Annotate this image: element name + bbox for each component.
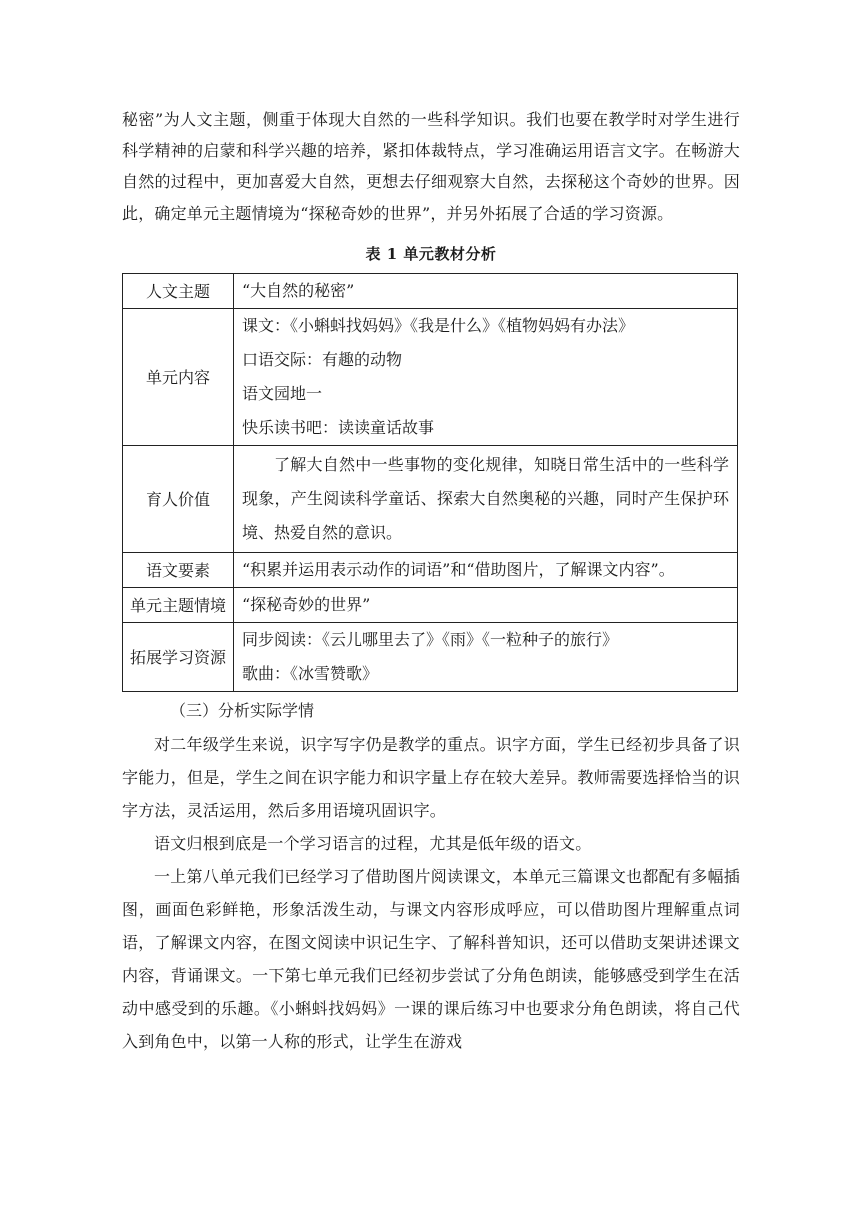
table-row xyxy=(123,308,738,445)
cell-line: 课文：《小蝌蚪找妈妈》《我是什么》《植物妈妈有办法》 xyxy=(242,315,635,335)
cell-line: 同步阅读：《云儿哪里去了》《雨》《一粒种子的旅行》 xyxy=(242,629,619,649)
document-page xyxy=(122,104,740,1058)
row-label: 语文要素 xyxy=(123,552,234,587)
cell-line: 语文园地一 xyxy=(242,383,323,403)
cell-line: 歌曲：《冰雪赞歌》 xyxy=(242,663,379,683)
table-row xyxy=(123,273,738,308)
cell-line: “探秘奇妙的世界” xyxy=(242,594,371,614)
row-label: 拓展学习资源 xyxy=(123,622,234,691)
row-content xyxy=(234,445,738,552)
table-caption: 表 1 单元教材分析 xyxy=(365,244,497,263)
row-label: 单元内容 xyxy=(123,308,234,445)
cell-line: “积累并运用表示动作的词语”和“借助图片，了解课文内容”。 xyxy=(242,559,675,579)
row-content xyxy=(234,273,738,308)
row-content xyxy=(234,308,738,445)
intro-paragraph: 秘密”为人文主题，侧重于体现大自然的一些科学知识。我们也要在教学时对学生进行科学精神的启蒙和科学兴趣的培养，紧扣体裁特点，学习准确运用语言文字。在畅游大自然的过程中，更加喜爱大自然，更想去仔细观察大自然，去探秘这个奇妙的世界。因此，确定单元主题情境为“探秘奇妙的世界”，并另外拓展了合适的学习资源。 xyxy=(122,110,740,223)
row-label: 人文主题 xyxy=(123,273,234,308)
cell-line: 口语交际：有趣的动物 xyxy=(242,349,403,369)
table-row xyxy=(123,587,738,622)
cell-line: 快乐读书吧：读读童话故事 xyxy=(242,417,435,437)
row-content xyxy=(234,552,738,587)
body-paragraph: 对二年级学生来说，识字写字仍是教学的重点。识字方面，学生已经初步具备了识字能力，但是，学生之间在识字能力和识字量上存在较大差异。教师需要选择恰当的识字方法，灵活运用，然后多用语境巩固识字。 xyxy=(122,734,740,820)
body-paragraph: 语文归根到底是一个学习语言的过程，尤其是低年级的语文。 xyxy=(154,833,592,853)
row-label: 育人价值 xyxy=(123,445,234,552)
row-label: 单元主题情境 xyxy=(123,587,234,622)
table-row xyxy=(123,552,738,587)
cell-paragraph: 了解大自然中一些事物的变化规律，知晓日常生活中的一些科学现象，产生阅读科学童话、探索大自然奥秘的兴趣，同时产生保护环境、热爱自然的意识。 xyxy=(242,454,729,542)
table-row xyxy=(123,622,738,691)
row-content xyxy=(234,622,738,691)
cell-line: “大自然的秘密” xyxy=(242,280,355,300)
section-heading: （三）分析实际学情 xyxy=(170,700,315,720)
body-paragraph: 一上第八单元我们已经学习了借助图片阅读课文，本单元三篇课文也都配有多幅插图，画面色彩鲜艳，形象活泼生动，与课文内容形成呼应，可以借助图片理解重点词语，了解课文内容，在图文阅读中识记生字、了解科普知识，还可以借助支架讲述课文内容，背诵课文。一下第七单元我们已经初步尝试了分角色朗读，能够感受到学生在活动中感受到的乐趣。《小蝌蚪找妈妈》一课的课后练习中也要求分角色朗读，将自己代入到角色中，以第一人称的形式，让学生在游戏 xyxy=(122,866,740,1051)
row-content xyxy=(234,587,738,622)
unit-analysis-table xyxy=(122,273,738,692)
table-row xyxy=(123,445,738,552)
body-text xyxy=(122,728,740,1058)
